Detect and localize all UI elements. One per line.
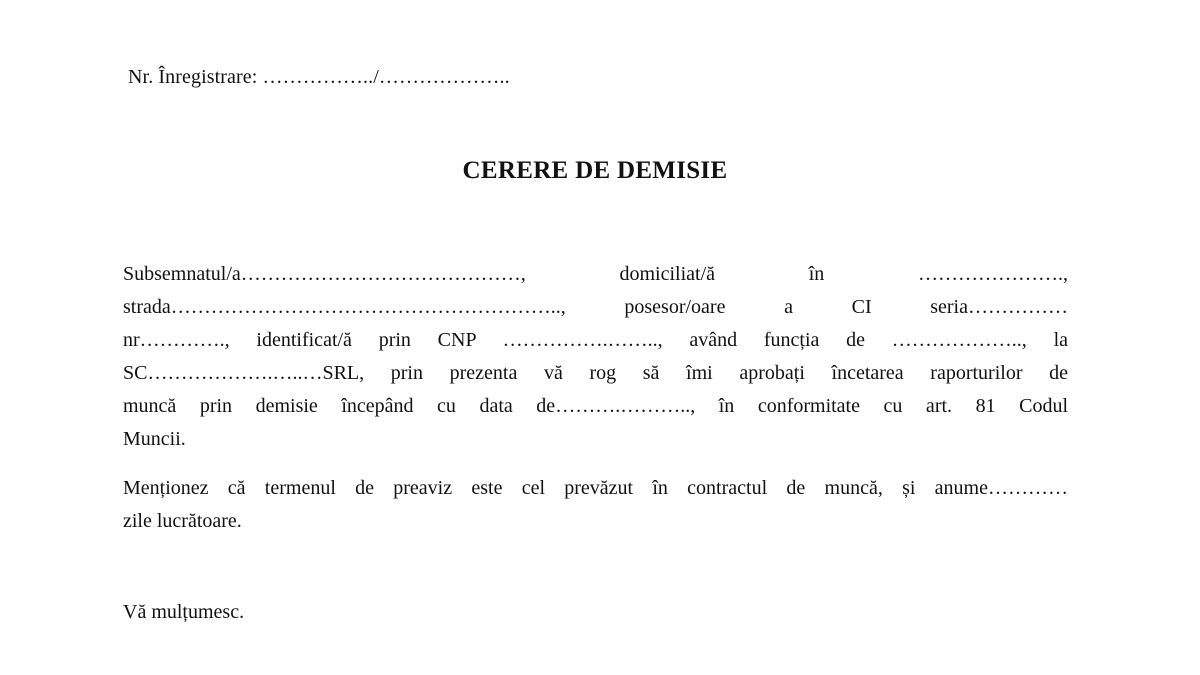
paragraph-line: nr…………., identificat/ă prin CNP …………….…….., având funcția de ……………….., la — [123, 329, 1068, 351]
paragraph-line: zile lucrătoare. — [123, 510, 242, 532]
paragraph-line: strada………………………………………………….., posesor/oare a CI seria…………… — [123, 296, 1068, 318]
closing-line: Vă mulțumesc. — [123, 601, 245, 623]
paragraph-line: Muncii. — [123, 428, 186, 450]
paragraph-line: Subsemnatul/a……………………………………, domiciliat/ă în …………………., — [123, 263, 1068, 285]
request-paragraph — [123, 258, 1068, 456]
registration-number-line: Nr. Înregistrare: ……………../……………….. — [128, 66, 510, 88]
document-title: CERERE DE DEMISIE — [462, 157, 728, 184]
paragraph-line: SC……………….…..…SRL, prin prezenta vă rog să îmi aprobați încetarea raporturilor de — [123, 362, 1068, 384]
paragraph-line: Menționez că termenul de preaviz este cel prevăzut în contractul de muncă, și anume………… — [123, 477, 1068, 499]
paragraph-line: muncă prin demisie începând cu data de……….……….., în conformitate cu art. 81 Codul — [123, 395, 1068, 417]
notice-period-paragraph — [123, 472, 1068, 538]
